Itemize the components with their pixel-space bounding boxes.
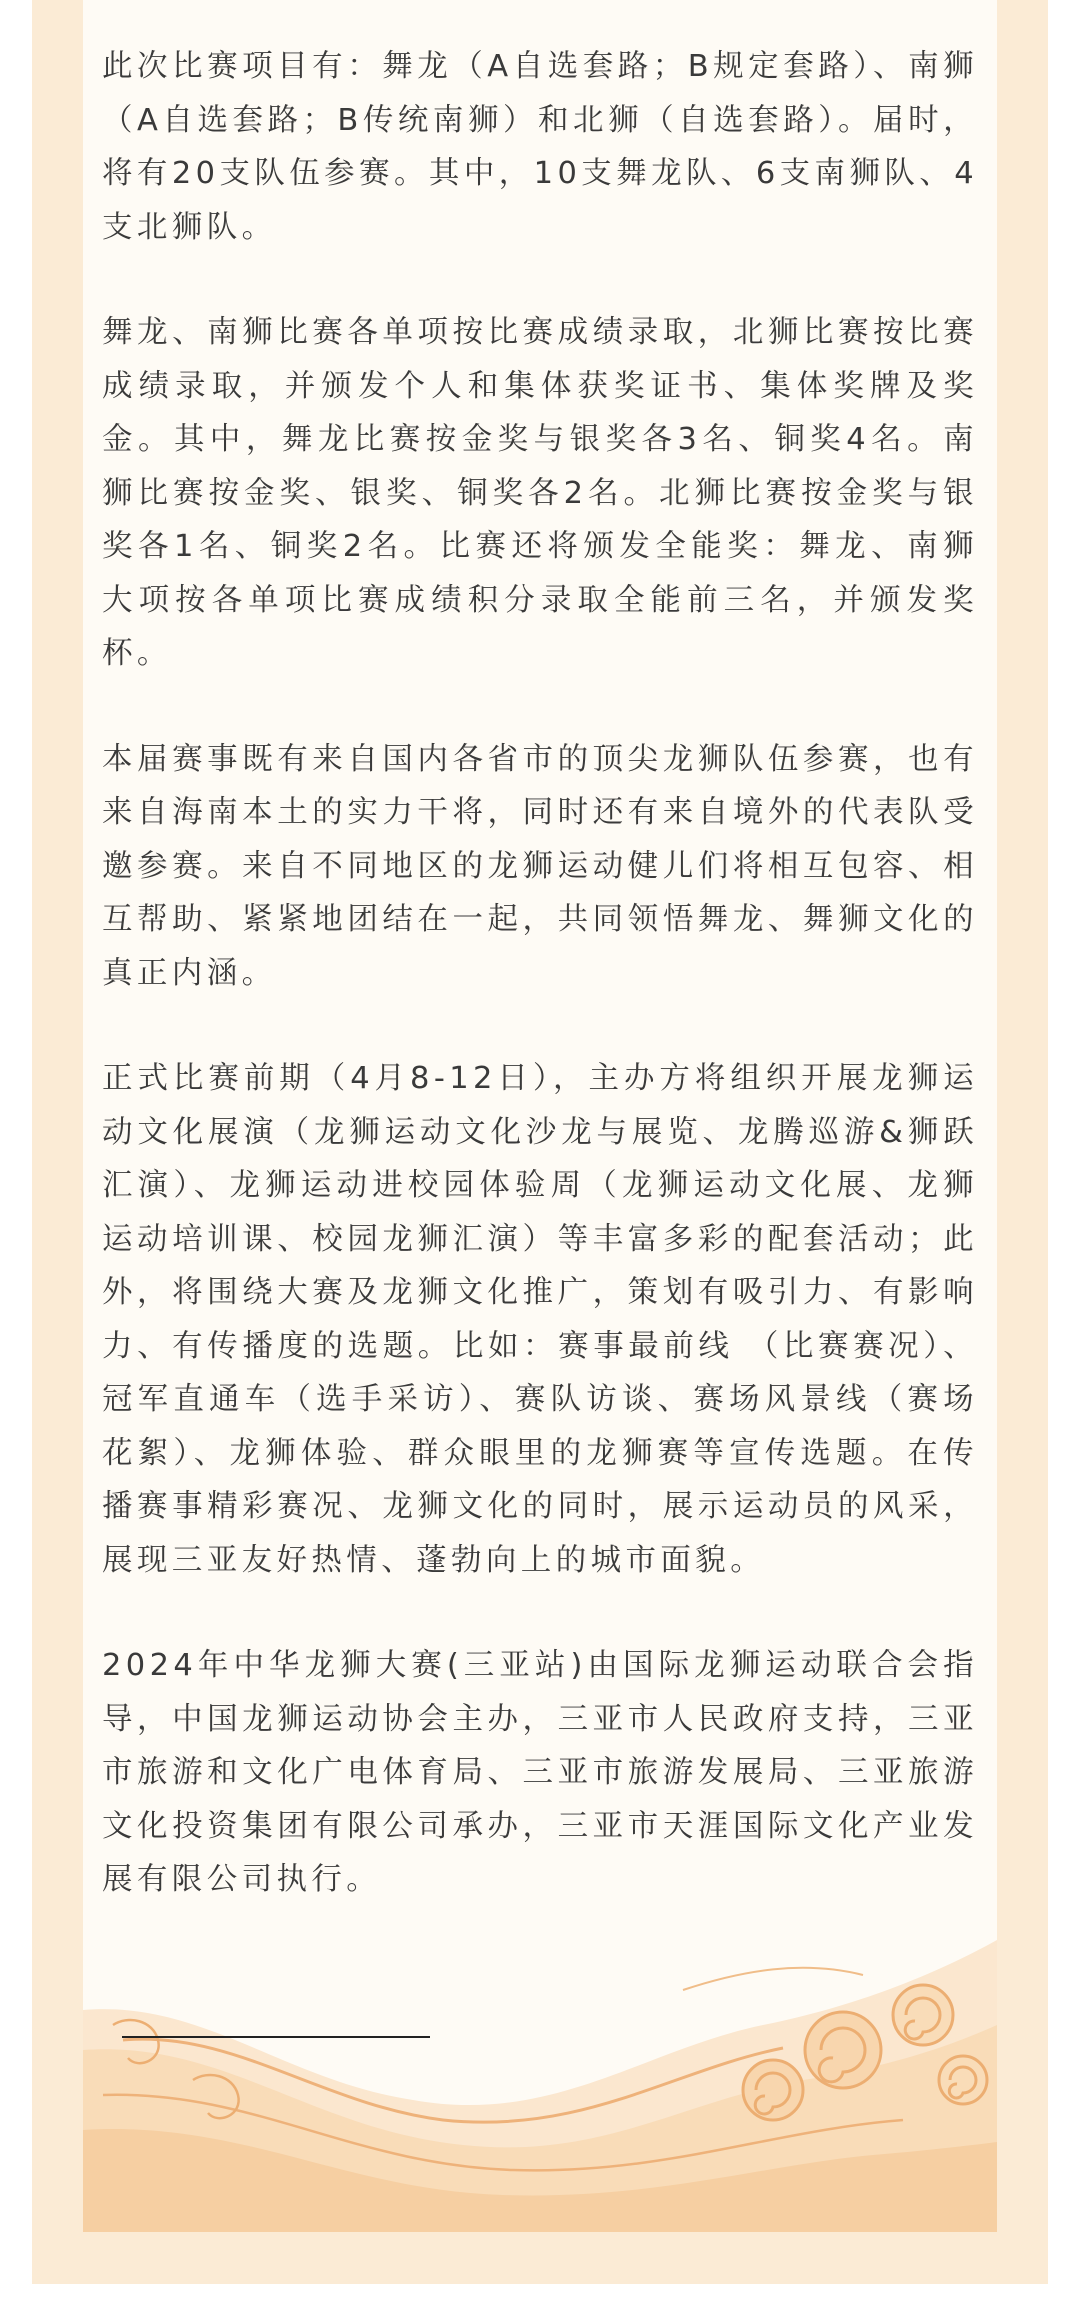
paragraph-pre-events: 正式比赛前期（4月8-12日），主办方将组织开展龙狮运动文化展演（龙狮运动文化沙龙与展览、龙腾巡游&狮跃汇演）、龙狮运动进校园体验周（龙狮运动文化展、龙狮运动培训课、校园龙狮汇演）等丰富多彩的配套活动；此外，将围绕大赛及龙狮文化推广，策划有吸引力、有影响力、有传播度的选题。比如：赛事最前线 （比赛赛况）、冠军直通车（选手采访）、赛队访谈、赛场风景线（赛场花絮）、龙狮体验、群众眼里的龙狮赛等宣传选题。在传播赛事精彩赛况、龙狮文化的同时，展示运动员的风采，展现三亚友好热情、蓬勃向上的城市面貌。 bbox=[102, 1061, 978, 1578]
paragraph-awards: 舞龙、南狮比赛各单项按比赛成绩录取，北狮比赛按比赛成绩录取，并颁发个人和集体获奖证书、集体奖牌及奖金。其中，舞龙比赛按金奖与银奖各3名、铜奖4名。南狮比赛按金奖、银奖、铜奖各2名。北狮比赛按金奖与银奖各1名、铜奖2名。比赛还将颁发全能奖：舞龙、南狮大项按各单项比赛成绩积分录取全能前三名，并颁发奖杯。 bbox=[102, 315, 978, 671]
paragraph-participants: 本届赛事既有来自国内各省市的顶尖龙狮队伍参赛，也有来自海南本土的实力干将，同时还有来自境外的代表队受邀参赛。来自不同地区的龙狮运动健儿们将相互包容、相互帮助、紧紧地团结在一起，共同领悟舞龙、舞狮文化的真正内涵。 bbox=[102, 741, 978, 991]
footer-divider bbox=[122, 2036, 430, 2038]
paragraph-organizers: 2024年中华龙狮大赛(三亚站)由国际龙狮运动联合会指导，中国龙狮运动协会主办，三亚市人民政府支持，三亚市旅游和文化广电体育局、三亚市旅游发展局、三亚旅游文化投资集团有限公司承办，三亚市天涯国际文化产业发展有限公司执行。 bbox=[102, 1648, 978, 1897]
cloud-swirl-line-3 bbox=[683, 1968, 863, 1990]
auspicious-cloud-icon bbox=[83, 1930, 997, 2232]
paragraph-event-items: 此次比赛项目有：舞龙（A自选套路；B规定套路）、南狮（A自选套路；B传统南狮）和北狮（自选套路）。届时，将有20支队伍参赛。其中，10支舞龙队、6支南狮队、4支北狮队。 bbox=[102, 49, 978, 245]
article-body bbox=[102, 40, 978, 1959]
